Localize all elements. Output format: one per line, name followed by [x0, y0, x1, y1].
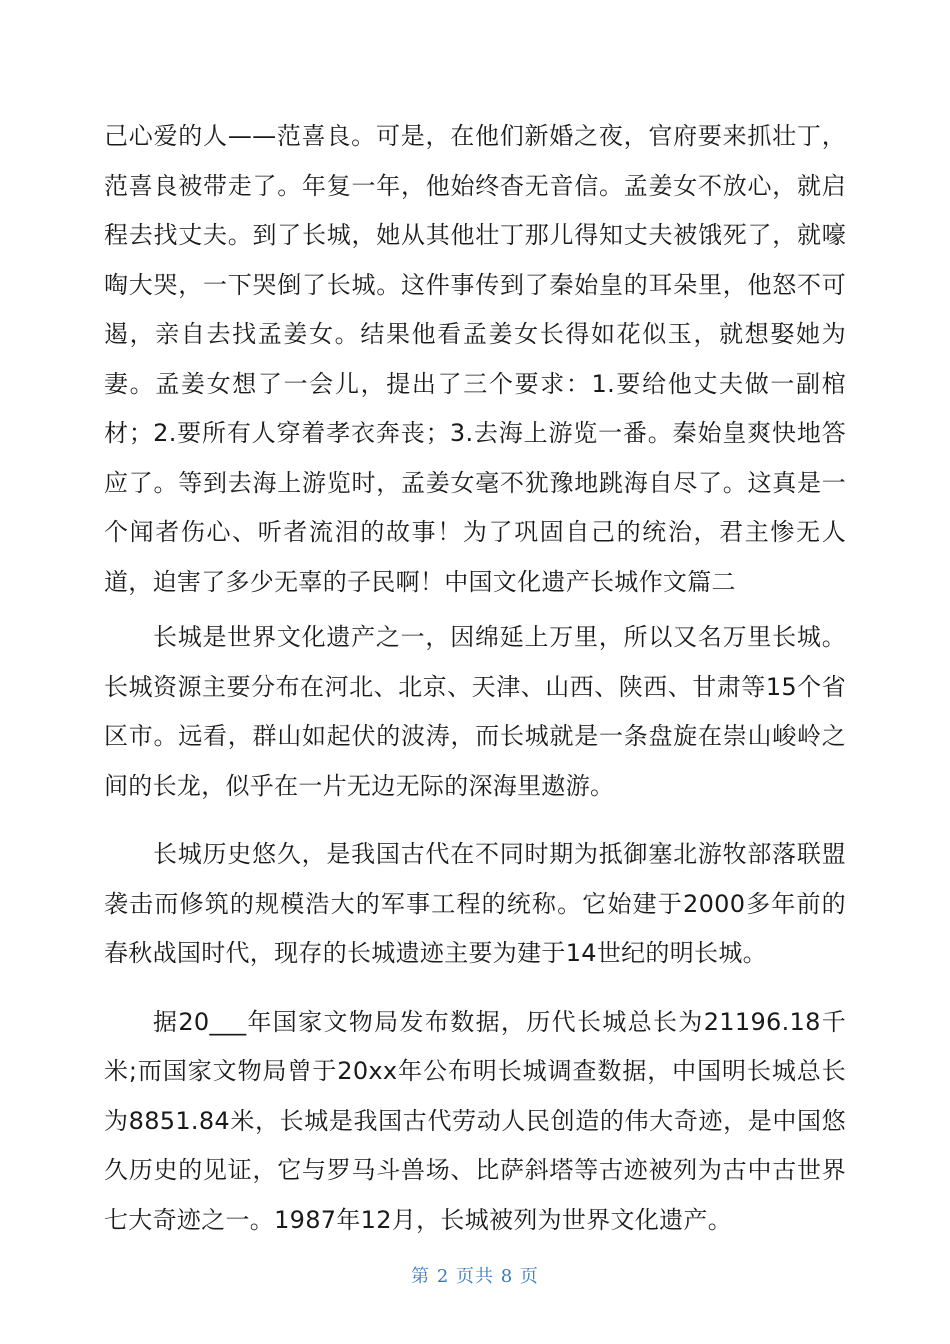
paragraph-2: 长城是世界文化遗产之一，因绵延上万里，所以又名万里长城。长城资源主要分布在河北、北京、天津、山西、陕西、甘肃等15个省区市。远看，群山如起伏的波涛，而长城就是一条盘旋在崇山峻岭之间的长龙，似乎在一片无边无际的深海里遨游。 [104, 623, 846, 800]
paragraph-4: 据20___年国家文物局发布数据，历代长城总长为21196.18千米;而国家文物局曾于20xx年公布明长城调查数据，中国明长城总长为8851.84米，长城是我国古代劳动人民创造的伟大奇迹，是中国悠久历史的见证，它与罗马斗兽场、比萨斜塔等古迹被列为古中古世界七大奇迹之一。1987年12月，长城被列为世界文化遗产。 [104, 1007, 846, 1234]
paragraph-1: 己心爱的人——范喜良。可是，在他们新婚之夜，官府要来抓壮丁，范喜良被带走了。年复一年，他始终杳无音信。孟姜女不放心，就启程去找丈夫。到了长城，她从其他壮丁那儿得知丈夫被饿死了，就嚎啕大哭，一下哭倒了长城。这件事传到了秦始皇的耳朵里，他怒不可遏，亲自去找孟姜女。结果他看孟姜女长得如花似玉，就想娶她为妻。孟姜女想了一会儿，提出了三个要求：1.要给他丈夫做一副棺材；2.要所有人穿着孝衣奔丧；3.去海上游览一番。秦始皇爽快地答应了。等到去海上游览时，孟姜女毫不犹豫地跳海自尽了。这真是一个闻者伤心、听者流泪的故事！为了巩固自己的统治，君主惨无人道，迫害了多少无辜的子民啊！中国文化遗产长城作文篇二 [104, 122, 846, 596]
page-number-footer: 第 2 页共 8 页 [411, 1266, 539, 1287]
paragraph-3: 长城历史悠久，是我国古代在不同时期为抵御塞北游牧部落联盟袭击而修筑的规模浩大的军事工程的统称。它始建于2000多年前的春秋战国时代，现存的长城遗迹主要为建于14世纪的明长城。 [104, 840, 846, 967]
document-body [104, 112, 846, 1245]
